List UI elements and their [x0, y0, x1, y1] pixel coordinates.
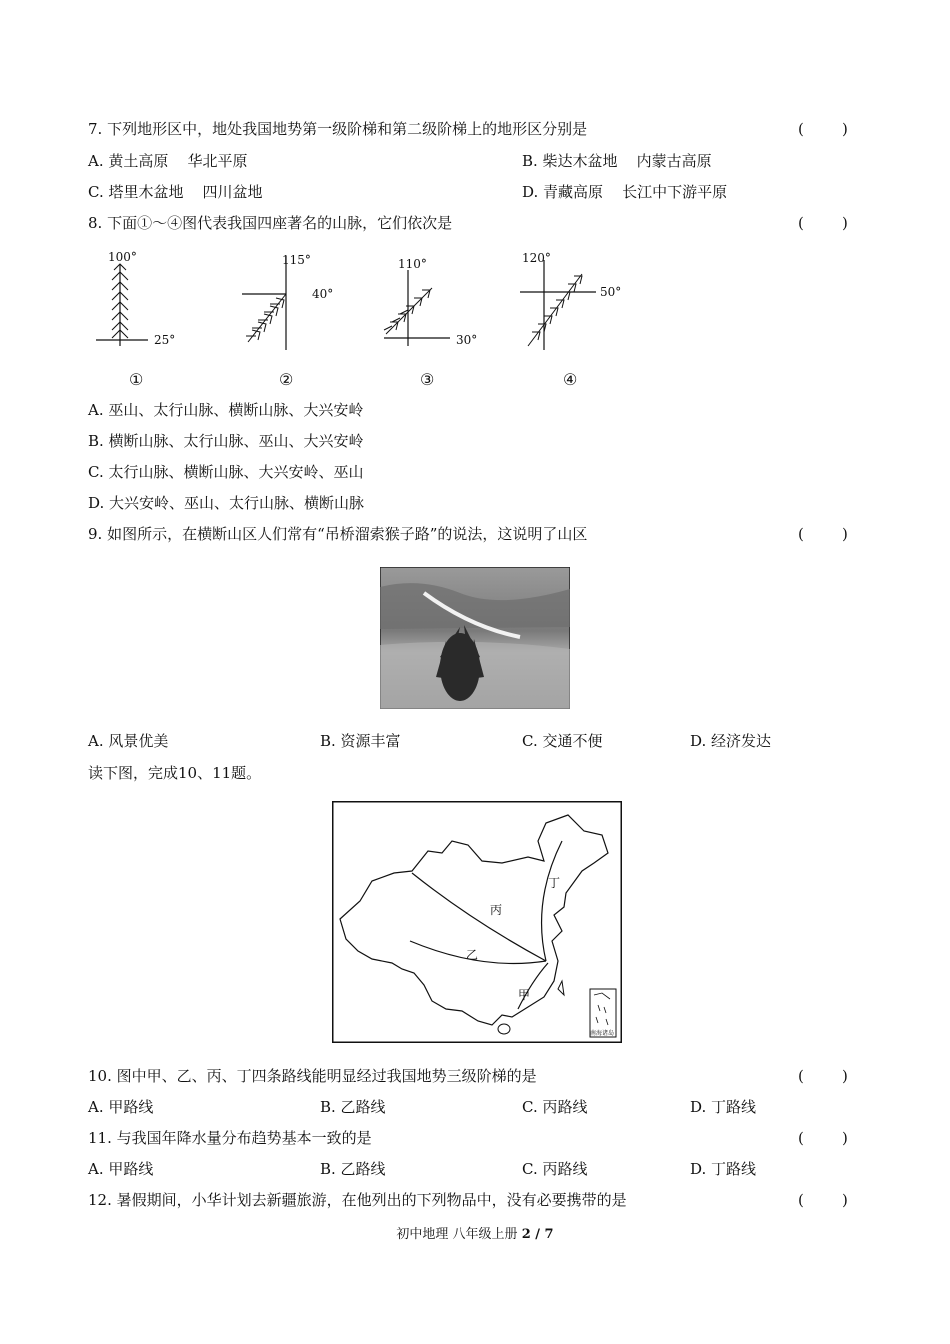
rope-bridge-photo	[380, 567, 570, 709]
china-routes-map	[332, 801, 622, 1043]
q11-option-c: C. 丙路线	[522, 1160, 588, 1178]
mountain-figure-3	[380, 250, 490, 360]
q11-option-d: D. 丁路线	[690, 1160, 757, 1178]
q7-option-a: A. 黄土高原 华北平原	[88, 152, 248, 170]
q10-stem: 10. 图中甲、乙、丙、丁四条路线能明显经过我国地势三级阶梯的是	[88, 1067, 537, 1085]
fig1-latitude-label: 25°	[154, 333, 176, 347]
fig3-latitude-label: 30°	[456, 333, 478, 347]
q7-answer-paren: ( )	[798, 120, 848, 138]
fig1-number: ①	[129, 370, 144, 389]
q10-option-c: C. 丙路线	[522, 1098, 588, 1116]
q9-option-b: B. 资源丰富	[320, 732, 401, 750]
route-d-label: 丁	[548, 876, 561, 890]
page-number: 2 / 7	[521, 1227, 554, 1242]
q8-option-c: C. 太行山脉、横断山脉、大兴安岭、巫山	[88, 463, 364, 481]
fig3-longitude-label: 110°	[398, 257, 427, 271]
fig4-longitude-label: 120°	[522, 251, 551, 265]
fig4-latitude-label: 50°	[600, 285, 622, 299]
q11-option-a: A. 甲路线	[88, 1160, 154, 1178]
fig3-number: ③	[420, 370, 435, 389]
q11-answer-paren: ( )	[798, 1129, 848, 1147]
q8-answer-paren: ( )	[798, 214, 848, 232]
q8-option-b: B. 横断山脉、太行山脉、巫山、大兴安岭	[88, 432, 364, 450]
south-china-sea-inset-label: 南海诸岛	[590, 1030, 615, 1037]
q9-option-d: D. 经济发达	[690, 732, 772, 750]
read-map-instruction: 读下图，完成10、11题。	[88, 764, 262, 782]
q9-option-c: C. 交通不便	[522, 732, 603, 750]
fig2-number: ②	[279, 370, 294, 389]
fig4-number: ④	[563, 370, 578, 389]
route-a-label: 甲	[518, 988, 531, 1002]
footer-text: 初中地理 八年级上册	[396, 1227, 522, 1242]
q7-option-d: D. 青藏高原 长江中下游平原	[522, 183, 728, 201]
route-c-label: 丙	[490, 903, 503, 917]
q7-option-b: B. 柴达木盆地 内蒙古高原	[522, 152, 712, 170]
q11-stem: 11. 与我国年降水量分布趋势基本一致的是	[88, 1129, 372, 1147]
mountain-figure-4	[516, 250, 636, 360]
q7-option-c: C. 塔里木盆地 四川盆地	[88, 183, 263, 201]
q10-option-d: D. 丁路线	[690, 1098, 757, 1116]
q9-answer-paren: ( )	[798, 525, 848, 543]
mountain-figure-1	[92, 250, 192, 360]
q10-option-a: A. 甲路线	[88, 1098, 154, 1116]
q8-option-d: D. 大兴安岭、巫山、太行山脉、横断山脉	[88, 494, 365, 512]
q9-stem: 9. 如图所示，在横断山区人们常有“吊桥溜索猴子路”的说法，这说明了山区	[88, 525, 588, 543]
q11-option-b: B. 乙路线	[320, 1160, 386, 1178]
q10-answer-paren: ( )	[798, 1067, 848, 1085]
q8-option-a: A. 巫山、太行山脉、横断山脉、大兴安岭	[88, 401, 364, 419]
q12-answer-paren: ( )	[798, 1191, 848, 1209]
route-b-label: 乙	[466, 948, 479, 962]
q10-option-b: B. 乙路线	[320, 1098, 386, 1116]
q12-stem: 12. 暑假期间，小华计划去新疆旅游，在他列出的下列物品中，没有必要携带的是	[88, 1191, 627, 1209]
q8-stem: 8. 下面①～④图代表我国四座著名的山脉，它们依次是	[88, 214, 453, 232]
mountain-figure-2	[238, 250, 348, 360]
q7-stem: 7. 下列地形区中，地处我国地势第一级阶梯和第二级阶梯上的地形区分别是	[88, 120, 588, 138]
q9-option-a: A. 风景优美	[88, 732, 169, 750]
fig2-longitude-label: 115°	[282, 253, 311, 267]
fig2-latitude-label: 40°	[312, 287, 334, 301]
fig1-longitude-label: 100°	[108, 250, 137, 264]
page-footer	[0, 1226, 950, 1244]
